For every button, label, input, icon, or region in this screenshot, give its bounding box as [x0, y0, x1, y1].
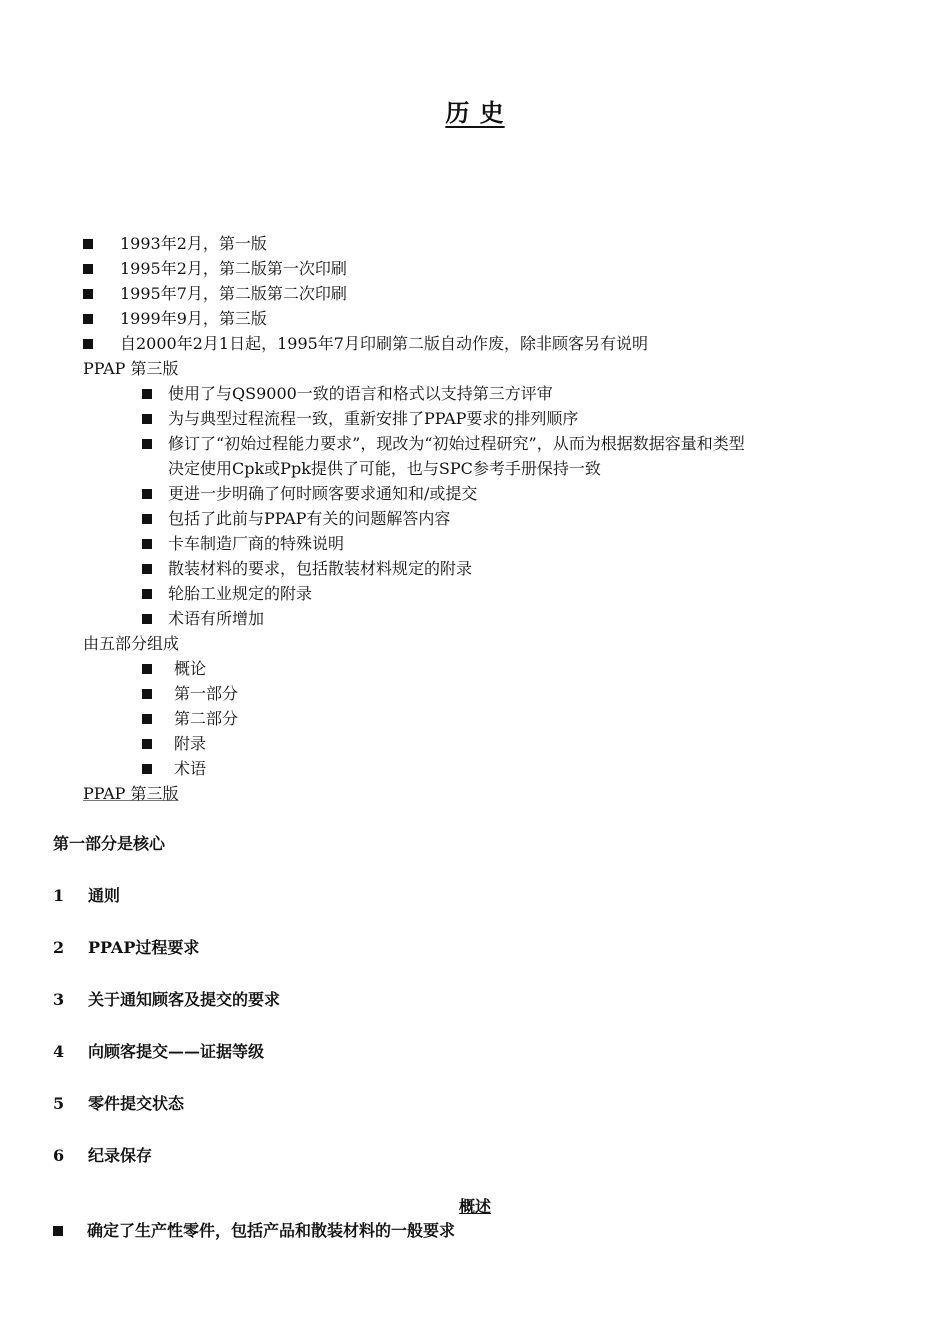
- history-item: 1995年7月，第二版第二次印刷: [83, 284, 347, 304]
- section-item: 3 关于通知顾客及提交的要求: [53, 990, 281, 1009]
- parts-heading: 由五部分组成: [83, 634, 180, 653]
- ppap-heading: PPAP 第三版: [83, 359, 179, 378]
- history-item: 1993年2月，第一版: [83, 234, 267, 254]
- square-bullet-icon: [142, 714, 152, 724]
- core-heading: 第一部分是核心: [53, 834, 166, 853]
- ppap-change-continuation: 决定使用Cpk或Ppk提供了可能，也与SPC参考手册保持一致: [168, 459, 601, 478]
- part-item: 第一部分: [142, 684, 238, 704]
- ppap-change-item: 术语有所增加: [142, 609, 264, 629]
- square-bullet-icon: [83, 289, 93, 299]
- ppap-change-item: 散装材料的要求，包括散装材料规定的附录: [142, 559, 472, 579]
- square-bullet-icon: [83, 314, 93, 324]
- square-bullet-icon: [142, 564, 152, 574]
- overview-heading: 概述: [458, 1197, 491, 1216]
- square-bullet-icon: [142, 739, 152, 749]
- square-bullet-icon: [142, 764, 152, 774]
- square-bullet-icon: [83, 339, 93, 349]
- ppap-change-item: 修订了“初始过程能力要求”，现改为“初始过程研究”，从而为根据数据容量和类型: [142, 434, 745, 454]
- ppap-change-item: 卡车制造厂商的特殊说明: [142, 534, 344, 554]
- ppap-change-item: 包括了此前与PPAP有关的问题解答内容: [142, 509, 450, 529]
- square-bullet-icon: [142, 389, 152, 399]
- square-bullet-icon: [83, 264, 93, 274]
- page-title: 历 史: [445, 98, 505, 127]
- ppap-change-item: 使用了与QS9000一致的语言和格式以支持第三方评审: [142, 384, 553, 404]
- square-bullet-icon: [142, 664, 152, 674]
- square-bullet-icon: [83, 239, 93, 249]
- square-bullet-icon: [142, 414, 152, 424]
- ppap-change-item: 为与典型过程流程一致，重新安排了PPAP要求的排列顺序: [142, 409, 578, 429]
- square-bullet-icon: [142, 514, 152, 524]
- part-item: 概论: [142, 659, 206, 679]
- history-item: 1999年9月，第三版: [83, 309, 267, 329]
- square-bullet-icon: [142, 439, 152, 449]
- square-bullet-icon: [53, 1226, 63, 1236]
- square-bullet-icon: [142, 489, 152, 499]
- part-item: 第二部分: [142, 709, 238, 729]
- section-item: 5 零件提交状态: [53, 1094, 185, 1113]
- history-item: 1995年2月，第二版第一次印刷: [83, 259, 347, 279]
- section-item: 6 纪录保存: [53, 1146, 153, 1165]
- section-item: 2 PPAP过程要求: [53, 938, 200, 957]
- square-bullet-icon: [142, 614, 152, 624]
- part-item: 术语: [142, 759, 206, 779]
- ppap-change-item: 轮胎工业规定的附录: [142, 584, 312, 604]
- ppap-change-item: 更进一步明确了何时顾客要求通知和/或提交: [142, 484, 477, 504]
- square-bullet-icon: [142, 689, 152, 699]
- section-item: 4 向顾客提交——证据等级: [53, 1042, 265, 1061]
- overview-item: 确定了生产性零件，包括产品和散装材料的一般要求: [53, 1221, 455, 1241]
- part-item: 附录: [142, 734, 206, 754]
- section-item: 1 通则: [53, 886, 121, 905]
- ppap-heading-2: PPAP 第三版: [83, 784, 179, 803]
- history-item: 自2000年2月1日起，1995年7月印刷第二版自动作废，除非顾客另有说明: [83, 334, 648, 354]
- square-bullet-icon: [142, 589, 152, 599]
- square-bullet-icon: [142, 539, 152, 549]
